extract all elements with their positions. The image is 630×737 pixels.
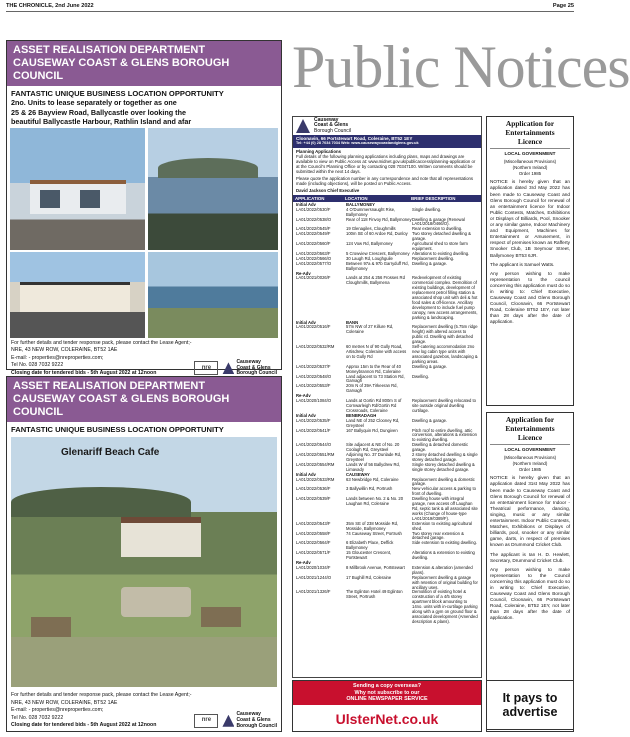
description: Redevelopment of existing commercial complex. Demolition of existing buildings, development of replacement petrol filling station & associated shop unit with deli & hot food sales & off-licence. Ancillary development to include fuel pump canopy, new access arrangements, parking & landscaping. bbox=[412, 275, 478, 320]
description: Demolition of existing hotel & construction of a 4/5 storey apartment block amounting to 14no. units with in-curtilage parking along with a gym on ground floor & associated development (Amended description & plans). bbox=[412, 589, 478, 624]
advert-subheading: FANTASTIC UNIQUE BUSINESS LOCATION OPPORTUNITY bbox=[11, 89, 224, 98]
description: Dwelling & garage (Renewal LA01/2018/0466/O). bbox=[412, 216, 465, 227]
location: Adjoining No. 37 Dunlade Rd, Greysteel bbox=[346, 452, 402, 462]
closing-date: Closing date for tendered bids - 5th August 2022 at 12noon bbox=[11, 722, 157, 729]
description: Dwelling & garage. bbox=[412, 363, 448, 369]
advert-heading: ASSET REALISATION DEPARTMENT CAUSEWAY COAST & GLENS BOROUGH COUNCIL bbox=[7, 41, 281, 86]
photo-beach-cafe bbox=[11, 437, 277, 687]
planning-logo: Causeway Coast & Glens Borough Council bbox=[293, 117, 481, 135]
lease-advert-ballycastle bbox=[6, 40, 282, 377]
location: 19 Glenagiles, Cloughmills bbox=[346, 226, 396, 232]
photo-coast bbox=[148, 252, 278, 338]
location: 5 Crowview Crescent, Ballymoney bbox=[346, 250, 410, 256]
licence-applicant: The applicant is Samuel Watts. bbox=[490, 261, 555, 267]
location: 20m N of 39A Tirkeeran Rd, Garvagh bbox=[346, 383, 398, 394]
application-number: LA01/2021/0026/F bbox=[296, 275, 331, 281]
planning-intro: Planning Applications Full details of the following planning applications including plans, maps and drawings are available to view on Public Access at: www.midnet.gov.uk/publicaccess/planning-application or at the Council's Planning Office or by contacting 028 70347100. Written comments should be submitted within the next 14 days. Please quote the application number in any correspondence and note that all representations made (including objections), will be posted on Public Access. David Jackson Chief Executive bbox=[296, 148, 476, 193]
location: 74 Causeway Street, Portrush bbox=[346, 530, 402, 536]
description: Replacement dwelling. bbox=[412, 255, 455, 261]
description: New vehicular access & parking to front of dwelling. bbox=[412, 486, 477, 497]
table-row bbox=[293, 325, 481, 345]
planning-table-header: APPLICATION LOCATION BRIEF DESCRIPTION bbox=[293, 195, 481, 202]
description: Replacement dwelling & domestic garage. bbox=[412, 476, 475, 487]
advert-line: beautiful Ballycastle Harbour, Rathlin Island and afar bbox=[11, 116, 192, 126]
application-number: LA01/2022/0563/F bbox=[296, 250, 331, 256]
licence-body: NOTICE is hereby given that an application dated 3rd May 2022 has been made to Causeway Coast and Glens Borough Council for renewal of an entertainment licence for Indoor Public Contests, Matches, Exhibitions or Displays of Billiards, Pool, Snooker or any similar game, Indoor Machinery and Equipment, Machines for Entertainment or Amusement, in respect of premises known as Rafferty Snooker Club, 1B Seymour Street, Ballymoney BT53 6JR. bbox=[490, 179, 570, 258]
description: Replacement dwelling & garage with retention of original building for ancillary uses. bbox=[412, 574, 478, 590]
location: Lands at 254 & 256 Frosses Rd Cloughmills, Ballymena bbox=[346, 275, 405, 286]
contact-phone: Tel No. 028 7032 9222 bbox=[11, 714, 64, 721]
location: Rear of 118 Finvoy Rd, Ballymoney bbox=[346, 216, 412, 222]
description: Dwelling & garage. bbox=[412, 260, 448, 266]
description: Side extension to existing dwelling. bbox=[412, 540, 477, 546]
description: Dwelling & detached domestic garage. bbox=[412, 442, 469, 453]
location: 124 Vow Rd, Ballymoney bbox=[346, 241, 393, 247]
location: 35m SE of 238 Mosside Rd, Mosside, Ballymoney bbox=[346, 520, 399, 531]
nre-logo: nre bbox=[194, 361, 218, 375]
location: Site adjacent & NE of No. 20 Coolagh Rd, Greysteel bbox=[346, 442, 400, 453]
application-number: LA01/2020/1034/F bbox=[296, 564, 331, 570]
application-number: LA01/2022/0538/O bbox=[296, 216, 332, 222]
council-mark-icon bbox=[222, 715, 234, 727]
location: Lands W of 56 Ballydrew Rd, Limavady bbox=[346, 461, 400, 472]
table-row bbox=[293, 497, 481, 522]
advert-contact: For further details and tender response pack, please contact the Lease Agent;- NRE, 43 NEW ROW, COLERAINE, BT52 1AE E-mail: - properties@nreproperties.com; Tel No. 028 7032 9222 Closing date for tendered bids - 5th August 2022 at 12noon nre Causeway Coast & Glens Borough Council bbox=[11, 692, 277, 729]
table-row bbox=[293, 384, 481, 394]
location: Lands between No. 2 & No. 20 Laughan Rd, Coleraine bbox=[346, 496, 404, 507]
table-row bbox=[293, 345, 481, 365]
application-number: Initial Adv bbox=[296, 319, 316, 325]
lease-advert-glenariff bbox=[6, 376, 282, 732]
application-number: LA01/2022/0537/F bbox=[296, 363, 331, 369]
application-number: Re-Adv bbox=[296, 559, 311, 565]
application-number: LA01/2022/0571/F bbox=[296, 550, 331, 556]
application-number: LA01/2022/0530/F bbox=[296, 206, 331, 212]
description: Pitch roof to entire dwelling, attic conversion, alterations & extension to existing dwelling. bbox=[412, 427, 477, 443]
application-number: LA01/2022/0516/F bbox=[296, 324, 331, 330]
application-number: LA01/2022/0566/O bbox=[296, 255, 332, 261]
application-number: Initial Adv bbox=[296, 412, 316, 418]
application-number: Re-Adv bbox=[296, 270, 311, 276]
nre-logo: nre bbox=[194, 714, 218, 728]
location: Between 97a & 97b Garryduff Rd, Ballymoney bbox=[346, 260, 409, 271]
licence-gov: LOCAL GOVERNMENT bbox=[504, 447, 556, 452]
advert-line: 25 & 26 Bayview Road, Ballycastle over looking the bbox=[11, 107, 186, 117]
closing-date: Closing date for tendered bids - 5th August 2022 at 12noon bbox=[11, 369, 157, 376]
photo-grid-lower bbox=[7, 252, 281, 338]
application-number: LA01/2022/0543/F bbox=[296, 520, 331, 526]
licence-title: Application for Entertainments Licence bbox=[490, 415, 570, 445]
location: 167 Ballyquin Rd, Dungiven bbox=[346, 427, 398, 433]
application-number: LA01/2022/0535/F bbox=[296, 417, 331, 423]
location: 17 Bughill Rd, Coleraine bbox=[346, 574, 392, 580]
location: 8 Millbrook Avenue, Portstewart bbox=[346, 564, 405, 570]
licence-body: NOTICE is hereby given that an application dated 31st May 2022 has been made to Causeway Coast and Glens Borough Council for renewal of an entertainment licence for Indoor - Theatrical performance, dancing, singing, music or any similar entertainment. Indoor Public Contests, Matches, Exhibitions or Displays of billiards, pool, snooker or any similar game, darts, in respect of premises known as Drummond Cricket Club. bbox=[490, 475, 570, 548]
table-row bbox=[293, 590, 481, 624]
licence-applicant: The applicant is Ian H. D. Hewlett, Secretary, Drummond Cricket Club. bbox=[490, 551, 570, 563]
photo-building bbox=[10, 128, 145, 250]
contact-email: E-mail: - properties@nreproperties.com; bbox=[11, 707, 104, 714]
photo-street bbox=[10, 252, 145, 338]
masthead-date: THE CHRONICLE, 2nd June 2022 bbox=[6, 3, 94, 9]
application-number: LA01/2022/0539/F bbox=[296, 496, 331, 502]
entertainments-licence-notice-2: Application for Entertainments Licence LOCAL GOVERNMENT (Miscellaneous Provisions) (Northern Ireland) Order 1985 NOTICE is hereby given that an application dated 31st May 2022 has been made to Causeway Coast and Glens Borough Council for renewal of an entertainment licence for Indoor - Theatrical performance, dancing, singing, music or any similar entertainment. Indoor Public Contests, Matches, Exhibitions or Displays of billiards, pool, snooker or any similar game, darts, in respect of premises known as Drummond Cricket Club. The applicant is Ian H. D. Hewlett, Secretary, Drummond Cricket Club. Any person wishing to make representation to the Council concerning this application must do so in writing to: Chief Executive, Causeway Coast and Glens Borough Council, Cloonavin, 66 Portstewart Road, Coleraine, BT52 1EY, not later than 28 days after the date of application. bbox=[486, 412, 574, 730]
application-number: LA01/2022/0548/O bbox=[296, 373, 332, 379]
location: BENBRADAGH bbox=[346, 412, 377, 418]
description: Dwelling house with integral garage, new access off Laughan Rd, septic tank & all associated site works (Change of house-type LA01/2019/0389/F). bbox=[412, 496, 478, 521]
application-number: LA01/2022/0545/F bbox=[296, 226, 331, 232]
application-number: LA01/2022/0553/F bbox=[296, 383, 331, 389]
description: Extension to existing agricultural shed. bbox=[412, 520, 473, 531]
location: The Eglinton Hotel 49 Eglinton Street, Portrush bbox=[346, 589, 403, 600]
contact-phone: Tel No. 028 7032 9222 bbox=[11, 362, 64, 369]
licence-representation: Any person wishing to make representation to the council concerning this application must do so in writing to: Chief Executive, Causeway Coast and Glens Borough Council, Cloonavin, 66 Portstewart Road, Coleraine BT52 1EY, not later than 28 days after the date of application. bbox=[490, 270, 570, 325]
licence-gov: LOCAL GOVERNMENT bbox=[504, 151, 556, 156]
description: Two storey detached dwelling & garage. bbox=[412, 231, 471, 242]
application-number: LA01/2022/0577/O bbox=[296, 260, 332, 266]
description: Dwelling. bbox=[412, 373, 429, 379]
table-row bbox=[293, 576, 481, 591]
advert-logos bbox=[194, 360, 277, 377]
description: Single dwelling. bbox=[412, 206, 442, 212]
application-number: LA01/2022/0536/F bbox=[296, 486, 331, 492]
description: Alterations & extension to existing dwelling. bbox=[412, 550, 475, 561]
planning-table bbox=[293, 203, 481, 625]
advert-subheading: FANTASTIC UNIQUE BUSINESS LOCATION OPPORTUNITY bbox=[11, 425, 224, 434]
entertainments-licence-notice-1: Application for Entertainments Licence LOCAL GOVERNMENT (Miscellaneous Provisions) (Northern Ireland) Order 1985 NOTICE is hereby given that an application dated 3rd May 2022 has been made to Causeway Coast and Glens Borough Council for renewal of an entertainment licence for Indoor Public Contests, Matches, Exhibitions or Displays of Billiards, Pool, Snooker or any similar game, Indoor Machinery and Equipment, Machines for Entertainment or Amusement, in respect of premises known as Rafferty Snooker Club, 1B Seymour Street, Ballymoney BT53 6JR. The applicant is Samuel Watts. Any person wishing to make representation to the council concerning this application must do so in writing to: Chief Executive, Causeway Coast and Glens Borough Council, Cloonavin, 66 Portstewart Road, Coleraine BT52 1EY, not later than 28 days after the date of application. bbox=[486, 116, 574, 406]
description: Agricultural shed to store farm equipment. bbox=[412, 241, 468, 251]
description: Replacement dwelling (5.75m ridge height) with altered access to public rd. Dwelling with detached garage. bbox=[412, 324, 478, 345]
page-number: Page 25 bbox=[552, 3, 574, 9]
location: BANN bbox=[346, 319, 359, 325]
application-number: LA01/2022/0564/F bbox=[296, 540, 331, 546]
location: Land adjacent to 73 Station Rd, Garvagh bbox=[346, 373, 405, 384]
application-number: LA01/2021/1244/O bbox=[296, 574, 332, 580]
location: 15 Gloucester Crescent, Portstewart bbox=[346, 550, 392, 561]
location: 4 O'Dummersnaught Rise, Ballymoney bbox=[346, 206, 396, 217]
table-row bbox=[293, 429, 481, 444]
location: Approx 15m to the Rear of 40 Moneybrannon Rd, Coleraine bbox=[346, 363, 401, 374]
location: 57m NW of 27 Killure Rd, Coleraine bbox=[346, 324, 394, 335]
council-logo: Causeway Coast & Glens Borough Council bbox=[222, 712, 277, 729]
photo-harbour bbox=[148, 128, 278, 250]
advert-line: 2no. Units to lease separately or together as one bbox=[11, 98, 177, 108]
application-number: Initial Adv bbox=[296, 471, 316, 477]
application-number: LA01/2021/1326/F bbox=[296, 589, 331, 595]
description: Extension & alteration (amended plans). bbox=[412, 564, 473, 575]
application-number: LA01/2022/0560/F bbox=[296, 241, 331, 247]
application-number: LA01/2022/0533/RM bbox=[296, 476, 335, 482]
application-number: LA01/2020/1084/O bbox=[296, 398, 332, 404]
application-number: LA01/2022/0551/RM bbox=[296, 452, 335, 458]
location: 63 Newbridge Rd, Coleraine bbox=[346, 476, 399, 482]
location: CAUSEWAY bbox=[346, 471, 370, 477]
location: 30 Laugh Rd, Loughguile bbox=[346, 255, 393, 261]
location: 6 Elizabeth Place, Deffick Ballymoney bbox=[346, 540, 394, 551]
application-number: LA01/2022/0544/O bbox=[296, 442, 332, 448]
advert-logos bbox=[194, 712, 277, 729]
advert-contact: For further details and tender response pack, please contact the Lease Agent;- NRE, 43 NEW ROW, COLERAINE, BT52 1AE E-mail: - properties@nreproperties.com; Tel No. 028 7032 9222 Closing date for tendered bids - 5th August 2022 at 12noon nre Causeway Coast & Glens Borough Council bbox=[11, 340, 277, 377]
photo-grid bbox=[7, 126, 281, 252]
council-mark-icon bbox=[222, 362, 234, 374]
description: Single storey detached dwelling & single storey detached garage. bbox=[412, 461, 475, 472]
advert-heading: ASSET REALISATION DEPARTMENT CAUSEWAY COAST & GLENS BOROUGH COUNCIL bbox=[7, 377, 281, 422]
application-number: Re-Adv bbox=[296, 393, 311, 399]
location: 3 Ballywillin Rd, Portrush bbox=[346, 486, 393, 492]
licence-title: Application for Entertainments Licence bbox=[490, 119, 570, 149]
location: 100m SE of 60 Ardoe Rd, Dunloy bbox=[346, 231, 408, 237]
ulsternet-logo: UlsterNet.co.uk bbox=[335, 710, 439, 727]
description: Self-catering accommodation 2no new log cabin type units with associated gazebos, landscaping & parking areas. bbox=[412, 344, 478, 364]
ulsternet-banner: Sending a copy overseas? Why not subscribe to our ONLINE NEWSPAPER SERVICE bbox=[293, 681, 481, 705]
public-notices-title: Public Notices bbox=[292, 34, 630, 100]
council-logo: Causeway Coast & Glens Borough Council bbox=[222, 360, 277, 377]
cafe-sign: Glenariff Beach Cafe bbox=[61, 447, 160, 459]
planning-applications-notice bbox=[292, 116, 482, 678]
licence-representation: Any person wishing to make representation to the Council concerning this application must do so in writing to: Chief Executive, Causeway Coast and Glens Borough Council, Cloonavin, 66 Portstewart Road, Coleraine, BT52 1EY, not later than 28 days after the date of application. bbox=[490, 566, 570, 621]
table-row bbox=[293, 276, 481, 320]
page-header bbox=[6, 3, 574, 12]
location: BALLYMONEY bbox=[346, 201, 375, 207]
application-number: Initial Adv bbox=[296, 201, 316, 207]
application-number: LA01/2022/0549/F bbox=[296, 231, 331, 237]
location: Lands at Gortin Rd 800m S of Cornwarleigh Rd/Gortin Rd Crossroads, Coleraine bbox=[346, 398, 402, 413]
location: 60 metres N of 90 Gully Road, Artisdrew, Coleraine with access on to Gully Rd bbox=[346, 344, 407, 359]
table-row bbox=[293, 463, 481, 473]
description: Replacement dwelling relocated to site outside original dwelling curtilage. bbox=[412, 398, 477, 413]
description: Rear extension to dwelling. bbox=[412, 226, 463, 232]
contact-email: E-mail: - properties@nreproperties.com; bbox=[11, 354, 104, 361]
table-row bbox=[293, 551, 481, 561]
description: 2 storey detached dwelling & single storey detached garage. bbox=[412, 452, 478, 462]
application-number: LA01/2022/0541/F bbox=[296, 427, 331, 433]
description: Two storey rear extension & detached garage. bbox=[412, 530, 464, 541]
description bbox=[412, 384, 478, 394]
application-number: LA01/2022/0558/F bbox=[296, 530, 331, 536]
location: Land NE of 252 Clooney Rd, Greysteel bbox=[346, 417, 400, 428]
it-pays-to-advertise: It pays to advertise bbox=[486, 680, 574, 732]
council-mark-icon bbox=[296, 119, 310, 133]
description: Alterations to existing dwelling. bbox=[412, 250, 470, 256]
ulsternet-advert bbox=[292, 680, 482, 732]
application-number: LA01/2022/0554/RM bbox=[296, 461, 335, 467]
description: Dwelling & garage. bbox=[412, 417, 448, 423]
application-number: LA01/2022/0532/RM bbox=[296, 344, 335, 350]
council-address: Cloonavin, 66 Portstewart Road, Coleraine, BT52 1EY Tel: +44 (0) 28 7034 7034 Web: www.causewaycoastandglens.gov.uk bbox=[293, 135, 481, 148]
table-row bbox=[293, 262, 481, 272]
table-row bbox=[293, 399, 481, 414]
